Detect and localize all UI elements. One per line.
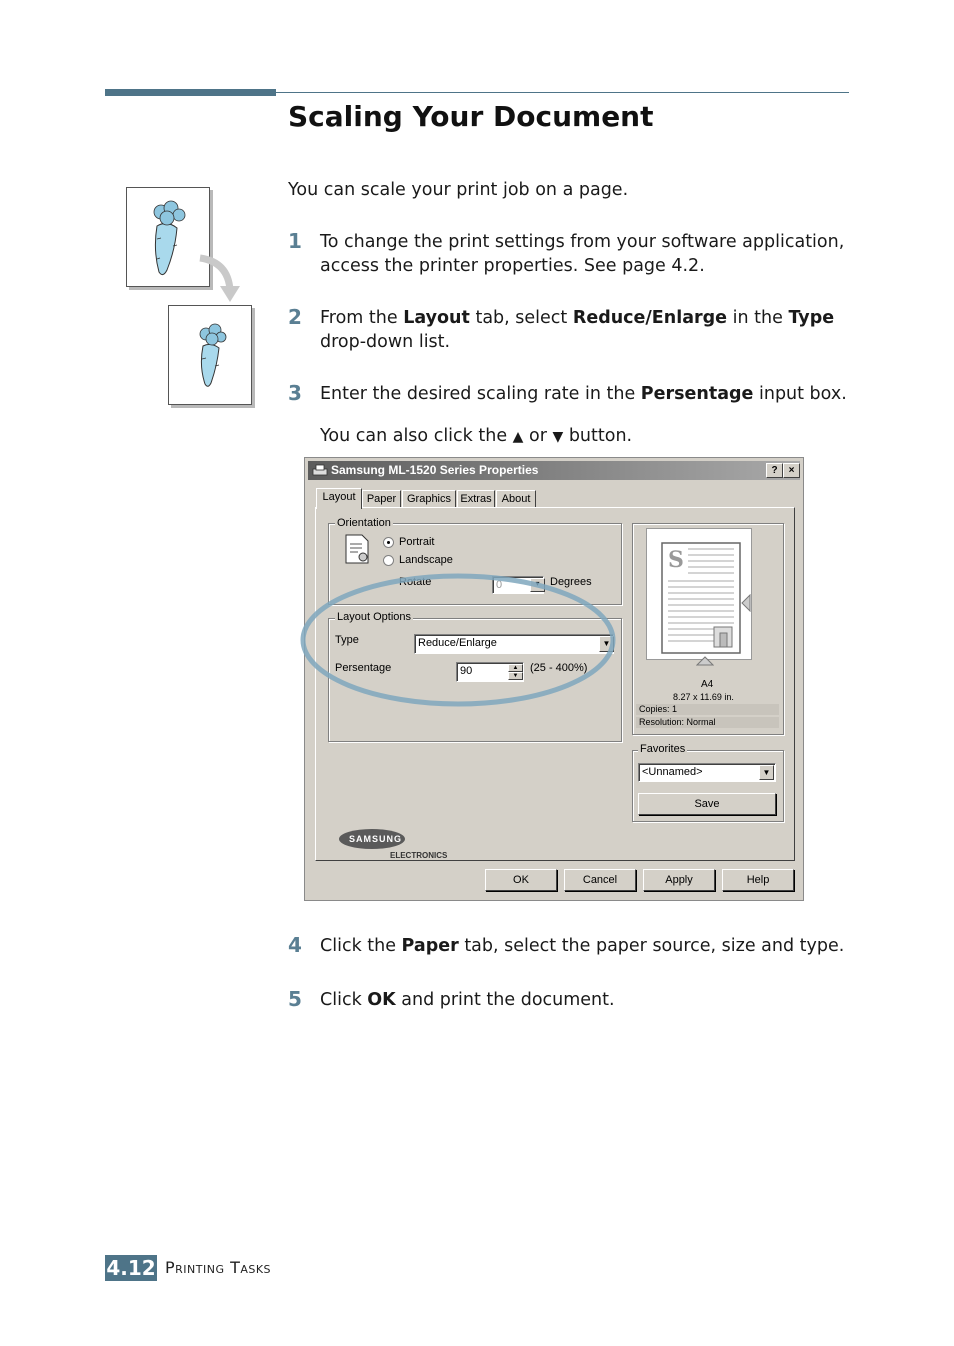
resolution-info: Resolution: Normal: [636, 717, 779, 728]
bold-text: Reduce/Enlarge: [572, 308, 728, 328]
favorites-select[interactable]: <Unnamed>: [638, 763, 776, 782]
landscape-label: Landscape: [399, 554, 453, 566]
percentage-input[interactable]: 90: [456, 662, 524, 682]
favorites-label: Favorites: [640, 743, 686, 755]
landscape-radio[interactable]: [383, 555, 394, 566]
cancel-button[interactable]: Cancel: [564, 869, 636, 891]
preview-page-icon: [660, 541, 744, 657]
printer-properties-dialog: [304, 457, 804, 901]
step-1-line1: To change the print settings from your software application,: [320, 232, 845, 252]
chevron-down-icon[interactable]: ▼: [759, 765, 774, 780]
scale-arrow-icon: [196, 250, 246, 305]
text: tab, select: [469, 308, 573, 328]
text: Enter the desired scaling rate in the: [320, 384, 641, 404]
spin-up-button[interactable]: ▲: [508, 664, 523, 672]
scaled-document-illustration: [168, 305, 252, 405]
samsung-brand-text: SAMSUNG: [349, 834, 403, 844]
bold-text: Layout: [403, 308, 470, 328]
page-title: Scaling Your Document: [288, 100, 654, 133]
percentage-label: Persentage: [335, 662, 392, 674]
step-number: 4: [288, 933, 302, 957]
step-3-note: [320, 424, 632, 449]
orientation-arrow-icon: [740, 594, 752, 612]
portrait-radio[interactable]: [383, 537, 394, 548]
step-1-line2: access the printer properties. See page 4.2.: [320, 256, 705, 276]
orientation-label: Orientation: [337, 517, 391, 529]
text: or: [523, 426, 553, 446]
highlight-ellipse: [300, 570, 630, 710]
copies-info: Copies: 1: [636, 704, 779, 715]
chevron-down-icon[interactable]: ▼: [599, 636, 614, 652]
page-number-badge: 4.12: [106, 1256, 156, 1280]
layout-options-label: Layout Options: [337, 611, 411, 623]
spin-down-button[interactable]: ▼: [508, 672, 523, 680]
layout-tab-panel: [315, 507, 795, 861]
tab-graphics[interactable]: Graphics: [402, 490, 456, 508]
tab-about[interactable]: About: [496, 490, 536, 508]
printer-icon: [312, 464, 328, 477]
percentage-range: (25 - 400%): [530, 662, 588, 674]
paper-size: 8.27 x 11.69 in.: [673, 692, 734, 702]
text: input box.: [753, 384, 847, 404]
step-4-text: [320, 934, 844, 958]
text: tab, select the paper source, size and type.: [458, 936, 845, 956]
apply-button[interactable]: Apply: [643, 869, 715, 891]
dialog-title: Samsung ML-1520 Series Properties: [331, 463, 539, 477]
tab-layout[interactable]: Layout: [316, 488, 362, 509]
step-1-text: [320, 230, 844, 278]
rotate-input[interactable]: 0: [492, 576, 544, 594]
rotate-label: Rotate: [399, 576, 432, 588]
up-arrow-icon: ▲: [512, 429, 524, 445]
bold-text: Paper: [401, 936, 459, 956]
text: and print the document.: [395, 990, 615, 1010]
type-label: Type: [335, 634, 359, 646]
text: Click: [320, 990, 368, 1010]
portrait-page-icon: [345, 534, 371, 564]
paper-arrow-icon: [696, 656, 714, 666]
tab-paper[interactable]: Paper: [362, 490, 401, 508]
step-number: 1: [288, 229, 302, 253]
carrot-icon: [169, 306, 251, 404]
intro-text: You can scale your print job on a page.: [288, 180, 629, 200]
ok-button[interactable]: OK: [485, 869, 557, 891]
help-title-button[interactable]: ?: [766, 463, 783, 478]
step-3-text: [320, 382, 847, 406]
dialog-titlebar: [308, 461, 800, 480]
step-number: 5: [288, 987, 302, 1011]
electronics-text: ELECTRONICS: [390, 851, 448, 860]
section-name: Printing Tasks: [165, 1258, 272, 1277]
close-button[interactable]: ×: [783, 463, 800, 478]
help-button[interactable]: Help: [722, 869, 794, 891]
bold-text: Persentage: [640, 384, 754, 404]
paper-name: A4: [701, 679, 714, 690]
text: button.: [563, 426, 633, 446]
svg-text:S: S: [668, 547, 684, 573]
header-rule-thick: [105, 89, 276, 96]
type-select[interactable]: Reduce/Enlarge: [414, 634, 614, 654]
step-2-text: [320, 306, 834, 354]
header-rule-thin: [276, 92, 849, 93]
step-number: 2: [288, 305, 302, 329]
bold-text: OK: [367, 990, 396, 1010]
rotate-spinner[interactable]: ▾: [530, 578, 545, 592]
portrait-label: Portrait: [399, 536, 435, 548]
step-2-line2: drop-down list.: [320, 332, 451, 352]
save-button[interactable]: Save: [638, 793, 776, 815]
text: You can also click the: [320, 426, 513, 446]
text: From the: [320, 308, 404, 328]
bold-text: Type: [788, 308, 835, 328]
degrees-label: Degrees: [550, 576, 592, 588]
step-number: 3: [288, 381, 302, 405]
text: in the: [727, 308, 789, 328]
tab-extras[interactable]: Extras: [457, 490, 495, 508]
step-5-text: [320, 988, 615, 1012]
down-arrow-icon: ▼: [552, 429, 564, 445]
text: Click the: [320, 936, 402, 956]
